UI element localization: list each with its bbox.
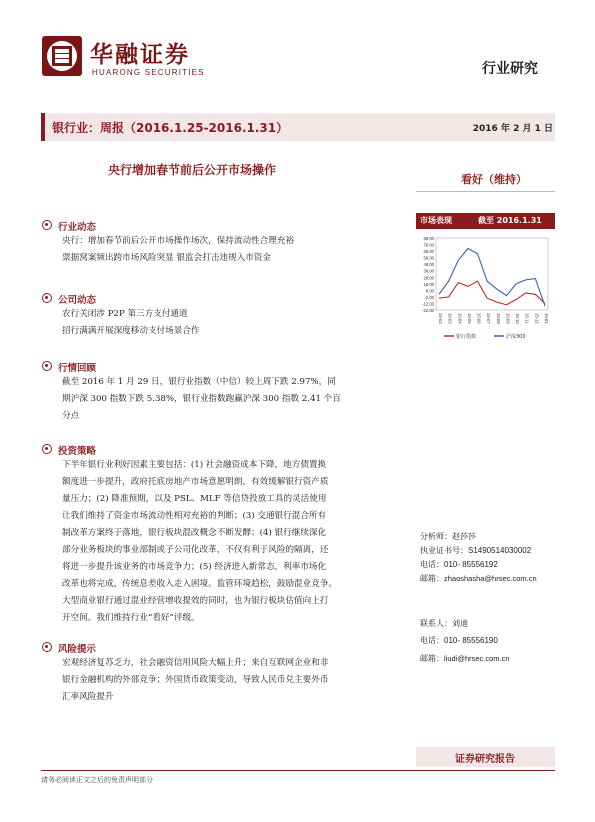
section-line: 分点 [62, 411, 80, 421]
legend-label: 沪深300 [506, 334, 526, 340]
x-tick-label: 15-05 [466, 313, 472, 324]
section-line: 量压力；(2) 降准预期，以及 PSL、MLF 等信贷投放工具的灵活使用 [62, 494, 327, 504]
section-line: 期沪深 300 指数下跌 5.38%，银行业指数跑赢沪深 300 指数 2.41 个百 [62, 394, 341, 404]
footer-disclaimer: 请务必阅读正文之后的免责声明部分 [41, 776, 153, 784]
section-bullet-icon [42, 293, 52, 303]
section-heading: 投资策略 [58, 446, 97, 457]
section-heading: 公司动态 [58, 295, 97, 306]
section-bullet-icon [42, 220, 52, 230]
x-tick-label: 15-08 [495, 313, 501, 324]
x-tick-label: 15-10 [515, 313, 521, 324]
section-line: 下半年银行业利好因素主要包括：(1) 社会融资成本下降，地方债置换 [62, 460, 327, 470]
headline: 央行增加春节前后公开市场操作 [108, 163, 277, 177]
x-tick-label: 15-12 [534, 313, 540, 324]
report-title: 银行业：周报（2016.1.25-2016.1.31） [52, 121, 289, 135]
section-line: 将进一步提升该业务的市场竞争力；(5) 经济进入新常态，利率市场化 [62, 562, 327, 572]
contact-email-label: 邮箱： [420, 654, 444, 663]
analyst-email-label: 邮箱： [420, 574, 444, 583]
x-tick-label: 15-04 [457, 313, 463, 324]
analyst-name: 分析师：赵莎莎 [420, 532, 476, 541]
analyst-cert-value: S1490514030002 [468, 546, 532, 555]
x-tick-label: 15-11 [524, 313, 530, 324]
y-tick-label: 28.00 [423, 275, 434, 281]
footer-report-label: 证券研究报告 [455, 754, 515, 765]
y-tick-label: 58.00 [423, 255, 434, 261]
y-tick-label: -12.00 [422, 301, 434, 307]
section-line: 大型商业银行通过混业经营增收提效的同时，也为银行板块估值向上打 [62, 596, 329, 606]
contact-phone-value: 010- 85556190 [444, 636, 498, 645]
section-bullet-icon [42, 444, 52, 454]
section-line: 票据窝案频出跨市场风险突显 银监会打击违规入市资金 [62, 253, 271, 263]
analyst-cert [420, 544, 531, 558]
x-tick-label: 15-09 [505, 313, 511, 324]
section-line: 宏观经济复苏乏力，社会融资信用风险大幅上升；来自互联网企业和非 [62, 658, 329, 668]
market-date-label: 截至 2016.1.31 [478, 216, 542, 225]
contact-email-link[interactable]: liudi@hrsec.com.cn [444, 654, 510, 663]
y-tick-label: -22.00 [422, 308, 434, 313]
section-line: 开空间。我们维持行业“看好”评级。 [62, 613, 200, 623]
y-tick-label: 38.00 [423, 268, 434, 274]
x-tick-label: 15-06 [476, 313, 482, 324]
logo-mark [41, 35, 83, 77]
section-line: 截至 2016 年 1 月 29 日，银行业指数（中信）较上周下跌 2.97%，同 [62, 377, 336, 387]
rating-divider [416, 191, 555, 192]
x-tick-label: 15-03 [447, 313, 453, 324]
plot-area [436, 238, 548, 310]
market-label: 市场表现 [420, 216, 452, 225]
section-line: 改革也将完成，传统息差收入走入困境。监管环境趋松，鼓励混业竞争。 [62, 579, 338, 589]
section-line: 让我们维持了资金市场流动性相对充裕的判断；(3) 交通银行混合所有 [62, 511, 327, 521]
brand-name-en: HUARONG SECURITIES [92, 68, 205, 77]
contact-phone [420, 634, 498, 648]
analyst-email [420, 572, 537, 586]
section-heading: 风险提示 [58, 644, 97, 655]
analyst-phone-value: 010- 85556192 [444, 560, 498, 569]
company-logo [41, 35, 83, 77]
legend-label: 银行指数 [456, 334, 477, 340]
x-tick-label: 15-07 [486, 313, 492, 324]
contact-name: 联系人：刘迪 [420, 619, 468, 628]
section-line: 额度进一步提升，政府托底房地产市场意愿明朗，有效缓解银行资产质 [62, 477, 329, 487]
y-tick-label: 18.00 [423, 281, 434, 287]
x-tick-label: 16-01 [544, 313, 549, 324]
section-heading: 行情回顾 [58, 363, 97, 374]
analyst-cert-label: 执业证书号： [420, 546, 468, 555]
contact-email [420, 652, 510, 666]
section-line: 农行关闭涉 P2P 第三方支付通道 [62, 309, 188, 319]
section-bullet-icon [42, 361, 52, 371]
market-chart [416, 232, 555, 352]
y-tick-label: 8.00 [425, 288, 434, 294]
report-date: 2016 年 2 月 1 日 [472, 124, 553, 134]
section-line: 央行：增加春节前后公开市场操作场次，保持流动性合理充裕 [62, 236, 295, 246]
rating: 看好（维持） [461, 173, 527, 186]
section-line: 银行金融机构的外部竞争；外国货币政策变动，导致人民币兑主要外币 [62, 675, 329, 685]
analyst-email-link[interactable]: zhaoshasha@hrsec.com.cn [444, 574, 537, 583]
analyst-phone-label: 电话： [420, 560, 444, 569]
y-tick-label: 68.00 [423, 249, 434, 255]
section-line: 汇率风险提升 [62, 692, 114, 702]
y-tick-label: -2.00 [424, 294, 434, 300]
footer-rule [41, 770, 555, 771]
brand-name-cn: 华融证券 [90, 42, 190, 68]
section-line: 招行满满开展深度移动支付场景合作 [62, 326, 200, 336]
analyst-phone [420, 558, 498, 572]
y-tick-label: 78.00 [423, 242, 434, 248]
report-type: 行业研究 [482, 61, 538, 77]
y-tick-label: 48.00 [423, 262, 434, 268]
section-line: 制改革方案终于落地，银行板块混改概念不断发酵；(4) 银行继续深化 [62, 528, 327, 538]
y-tick-label: 88.00 [423, 236, 434, 241]
section-line: 部分业务板块的事业部制或子公司化改革，不仅有利于风险的隔离，还 [62, 545, 329, 555]
section-heading: 行业动态 [58, 222, 97, 233]
x-tick-label: 15-02 [438, 313, 443, 324]
contact-phone-label: 电话： [420, 636, 444, 645]
section-bullet-icon [42, 642, 52, 652]
